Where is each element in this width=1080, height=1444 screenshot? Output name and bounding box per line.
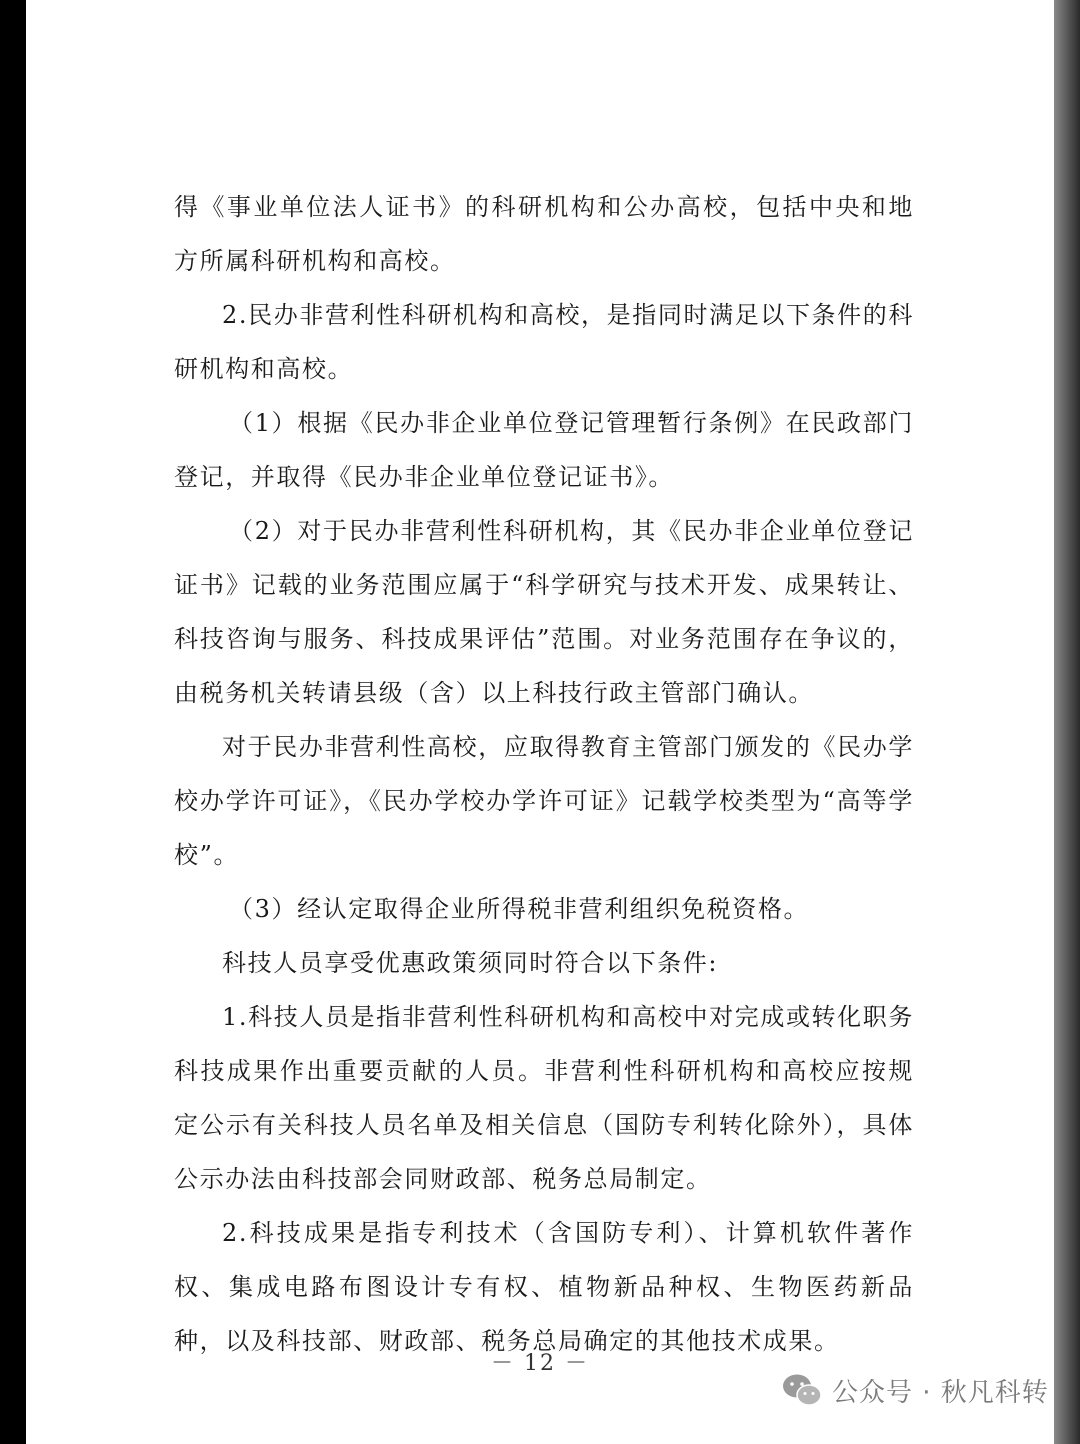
watermark-text: 公众号 · 秋凡科转: [832, 1377, 1049, 1408]
paragraph-8: 1.科技人员是指非营利性科研机构和高校中对完成或转化职务科技成果作出重要贡献的人员。非营利性科研机构和高校应按规定公示有关科技人员名单及相关信息（国防专利转化除外），具体公示办法由科技部会同财政部、税务总局制定。: [174, 1003, 914, 1193]
document-page: [26, 0, 1054, 1444]
viewer-shadow-right: [1054, 0, 1080, 1444]
watermark: [782, 1368, 1049, 1412]
paragraph-9: 2.科技成果是指专利技术（含国防专利）、计算机软件著作权、集成电路布图设计专有权、植物新品种权、生物医药新品种，以及科技部、财政部、税务总局确定的其他技术成果。: [174, 1219, 914, 1355]
paragraph-3: （1）根据《民办非企业单位登记管理暂行条例》在民政部门登记，并取得《民办非企业单位登记证书》。: [174, 409, 914, 491]
document-body: [174, 180, 914, 1368]
paragraph-2: 2.民办非营利性科研机构和高校，是指同时满足以下条件的科研机构和高校。: [174, 301, 914, 383]
paragraph-4: （2）对于民办非营利性科研机构，其《民办非企业单位登记证书》记载的业务范围应属于“科学研究与技术开发、成果转让、科技咨询与服务、科技成果评估”范围。对业务范围存在争议的，由税务机关转请县级（含）以上科技行政主管部门确认。: [174, 517, 914, 707]
paragraph-7: 科技人员享受优惠政策须同时符合以下条件:: [222, 949, 719, 977]
viewer-background-left: [0, 0, 26, 1444]
page-number: － 12 －: [491, 1351, 589, 1376]
wechat-icon: [782, 1373, 822, 1407]
paragraph-5: 对于民办非营利性高校，应取得教育主管部门颁发的《民办学校办学许可证》，《民办学校办学许可证》记载学校类型为“高等学校”。: [174, 733, 914, 869]
paragraph-6: （3）经认定取得企业所得税非营利组织免税资格。: [229, 895, 810, 923]
paragraph-1: 得《事业单位法人证书》的科研机构和公办高校，包括中央和地方所属科研机构和高校。: [174, 193, 914, 275]
